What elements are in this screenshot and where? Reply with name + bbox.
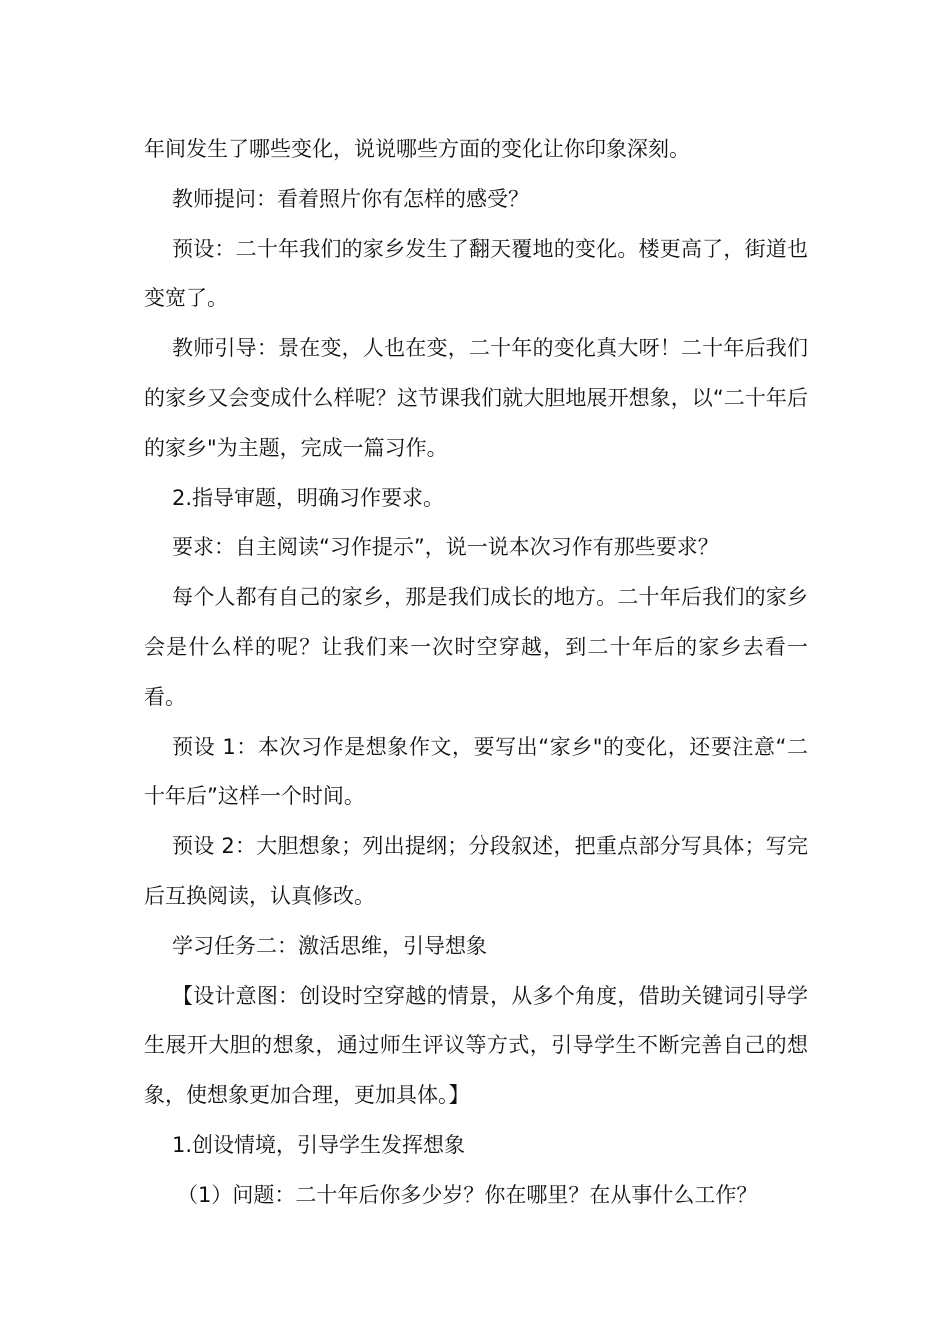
paragraph-preset-2: 预设 2：大胆想象；列出提纲；分段叙述，把重点部分写具体；写完后互换阅读，认真修改。	[144, 834, 808, 908]
paragraph-preset-answer: 预设：二十年我们的家乡发生了翻天覆地的变化。楼更高了，街道也变宽了。	[144, 236, 808, 311]
paragraph-requirement: 要求：自主阅读“习作提示”，说一说本次习作有那些要求？	[172, 535, 719, 560]
paragraph-design-intent: 【设计意图：创设时空穿越的情景，从多个角度，借助关键词引导学生展开大胆的想象，通过师生评议等方式，引导学生不断完善自己的想象，使想象更加合理，更加具体。】	[144, 983, 808, 1108]
paragraph-question-1: （1）问题：二十年后你多少岁？你在哪里？在从事什么工作？	[177, 1182, 758, 1207]
paragraph-teacher-guidance: 教师引导：景在变，人也在变，二十年的变化真大呀！二十年后我们的家乡又会变成什么样呢？这节课我们就大胆地展开想象，以“二十年后的家乡"为主题，完成一篇习作。	[144, 336, 808, 460]
paragraph-preset-1: 预设 1：本次习作是想象作文，要写出“家乡"的变化，还要注意“二十年后”这样一个时间。	[144, 734, 808, 809]
paragraph-step-2-heading: 2.指导审题，明确习作要求。	[172, 485, 445, 510]
document-body	[144, 125, 808, 1221]
paragraph-continuation: 年间发生了哪些变化，说说哪些方面的变化让你印象深刻。	[144, 137, 690, 161]
paragraph-step-1-heading: 1.创设情境，引导学生发挥想象	[172, 1132, 466, 1157]
paragraph-prompt-text: 每个人都有自己的家乡，那是我们成长的地方。二十年后我们的家乡会是什么样的呢？让我们来一次时空穿越，到二十年后的家乡去看一看。	[144, 585, 808, 709]
paragraph-teacher-question: 教师提问：看着照片你有怎样的感受？	[172, 186, 529, 211]
paragraph-task-2-heading: 学习任务二：激活思维，引导想象	[172, 933, 487, 958]
